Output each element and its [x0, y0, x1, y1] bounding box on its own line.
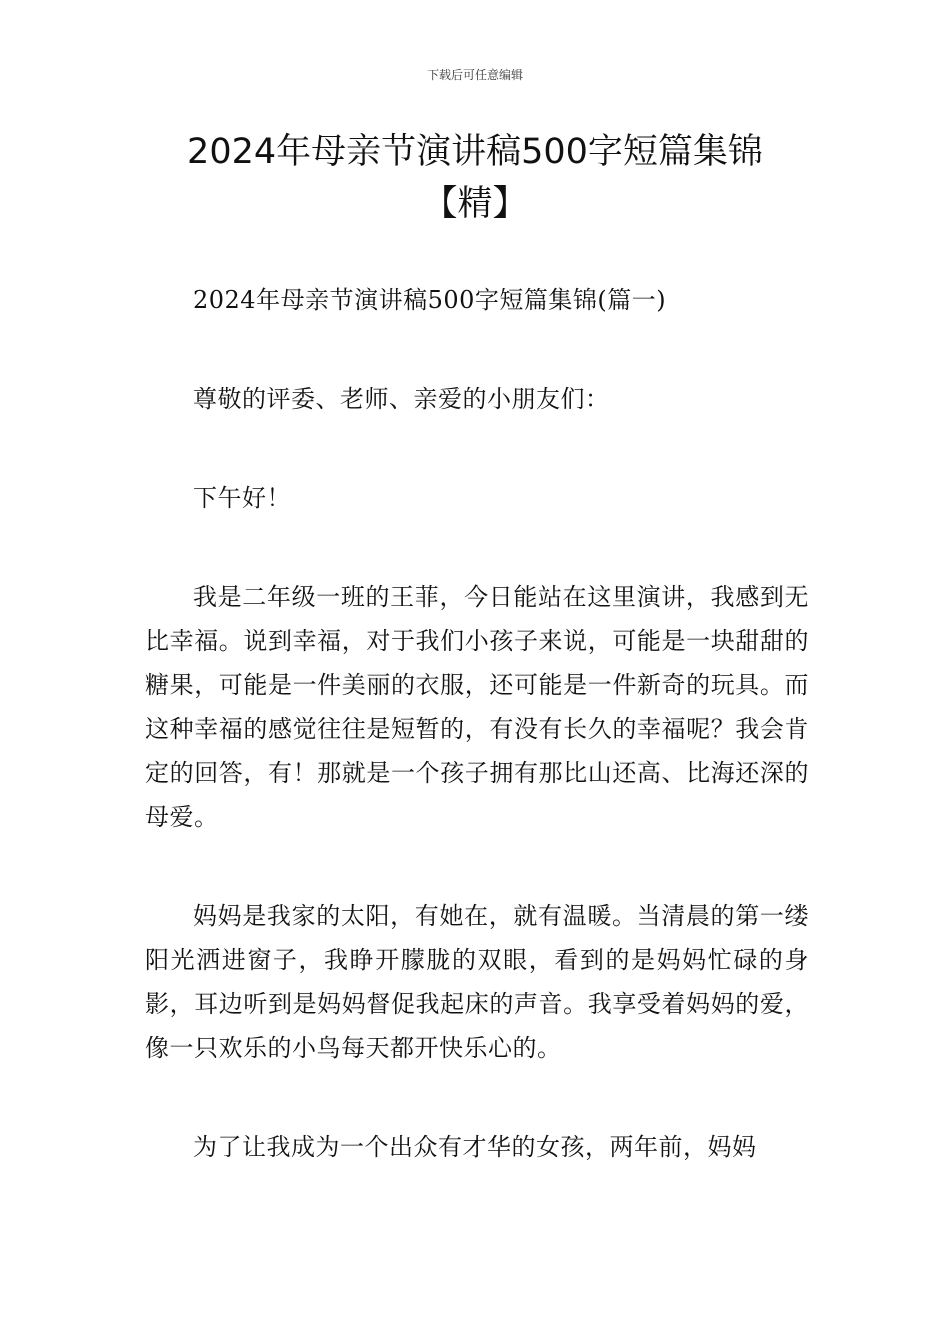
paragraph: 妈妈是我家的太阳，有她在，就有温暖。当清晨的第一缕阳光洒进窗子，我睁开朦胧的双眼，看到的是妈妈忙碌的身影，耳边听到是妈妈督促我起床的声音。我享受着妈妈的爱，像一只欢乐的小鸟每天都开快乐心的。	[145, 902, 809, 1062]
document-title-line-1: 2024年母亲节演讲稿500字短篇集锦	[187, 132, 763, 172]
header-note: 下载后可任意编辑	[426, 68, 523, 82]
document-title	[100, 126, 850, 230]
document-title-line-2: 【精】	[422, 184, 528, 224]
paragraph: 为了让我成为一个出众有才华的女孩，两年前，妈妈	[193, 1133, 757, 1161]
paragraph: 我是二年级一班的王菲，今日能站在这里演讲，我感到无比幸福。说到幸福，对于我们小孩子来说，可能是一块甜甜的糖果，可能是一件美丽的衣服，还可能是一件新奇的玩具。而这种幸福的感觉往往是短暂的，有没有长久的幸福呢？我会肯定的回答，有！那就是一个孩子拥有那比山还高、比海还深的母爱。	[145, 583, 809, 831]
section-heading: 2024年母亲节演讲稿500字短篇集锦(篇一)	[193, 286, 667, 314]
salutation: 尊敬的评委、老师、亲爱的小朋友们：	[193, 385, 610, 413]
greeting: 下午好！	[193, 484, 291, 512]
document-body	[145, 278, 809, 1224]
